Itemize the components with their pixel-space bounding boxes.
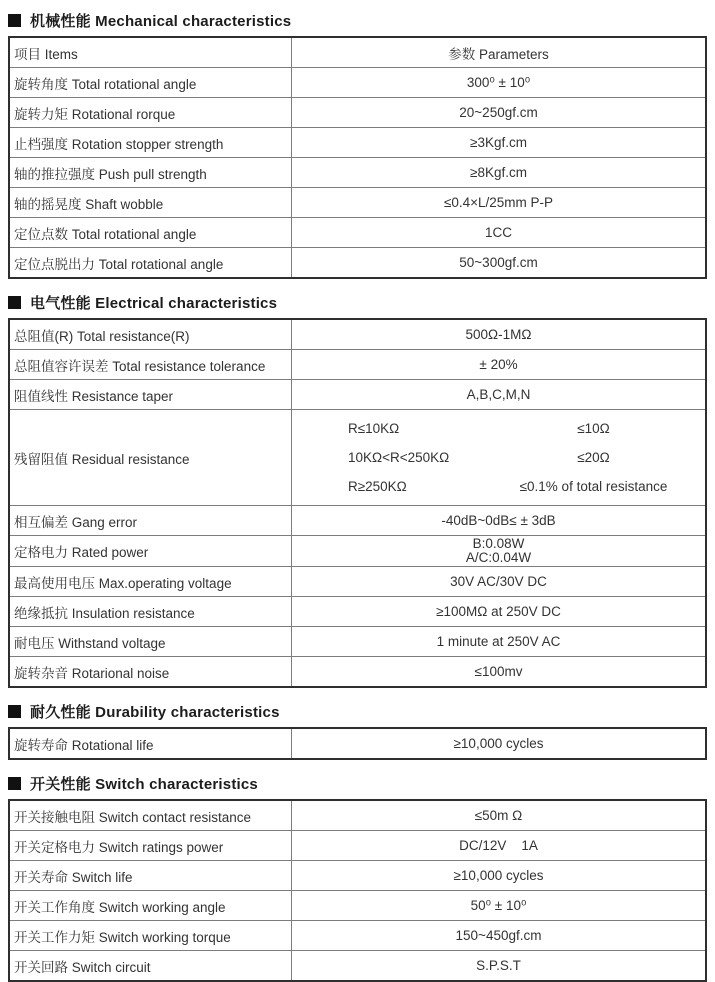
sub-condition: R≤10KΩ	[348, 421, 400, 436]
sub-value: ≤0.1% of total resistance	[519, 479, 668, 494]
row-label: 残留阻值 Residual resistance	[9, 410, 292, 506]
table-row	[9, 567, 706, 597]
row-value: 50~300gf.cm	[292, 248, 707, 279]
row-value: ± 20%	[292, 350, 707, 380]
table-row	[9, 188, 706, 218]
row-label: 绝缘抵抗 Insulation resistance	[9, 597, 292, 627]
table-row	[9, 800, 706, 831]
table-row	[9, 861, 706, 891]
row-value: S.P.S.T	[292, 951, 707, 982]
table-row	[9, 350, 706, 380]
table-row	[9, 410, 706, 506]
table-row	[9, 728, 706, 759]
spec-table-electrical	[8, 318, 707, 688]
row-label: 总阻值(R) Total resistance(R)	[9, 319, 292, 350]
spec-table-mechanical	[8, 36, 707, 279]
square-bullet-icon	[8, 705, 21, 718]
sub-row	[292, 443, 705, 472]
table-row	[9, 597, 706, 627]
row-value: 500Ω-1MΩ	[292, 319, 707, 350]
table-row	[9, 831, 706, 861]
section-title-mechanical: 机械性能 Mechanical characteristics	[30, 13, 292, 30]
row-label: 相互偏差 Gang error	[9, 506, 292, 536]
section-electrical	[8, 292, 707, 688]
table-row	[9, 37, 706, 68]
table-row	[9, 536, 706, 567]
row-label: 定位点数 Total rotational angle	[9, 218, 292, 248]
row-value-multi	[292, 410, 707, 506]
row-value: 50⁰ ± 10⁰	[292, 891, 707, 921]
section-title-switch: 开关性能 Switch characteristics	[30, 776, 258, 793]
sub-value: ≤20Ω	[577, 450, 610, 465]
row-value: ≥10,000 cycles	[292, 861, 707, 891]
row-value: ≥100MΩ at 250V DC	[292, 597, 707, 627]
row-label: 开关工作力矩 Switch working torque	[9, 921, 292, 951]
sub-value: ≤10Ω	[577, 421, 610, 436]
row-label: 轴的摇晃度 Shaft wobble	[9, 188, 292, 218]
row-label: 项目 Items	[9, 37, 292, 68]
square-bullet-icon	[8, 296, 21, 309]
section-title-durability: 耐久性能 Durability characteristics	[30, 704, 280, 721]
row-value: A,B,C,M,N	[292, 380, 707, 410]
section-header-mechanical	[8, 10, 707, 31]
table-row	[9, 248, 706, 279]
section-header-switch	[8, 773, 707, 794]
row-value: ≥8Kgf.cm	[292, 158, 707, 188]
row-value: 参数 Parameters	[292, 37, 707, 68]
section-switch	[8, 773, 707, 982]
square-bullet-icon	[8, 777, 21, 790]
row-value: ≤100mv	[292, 657, 707, 688]
value-line: A/C:0.04W	[465, 550, 532, 565]
spec-table-switch	[8, 799, 707, 982]
row-label: 旋转力矩 Rotational rorque	[9, 98, 292, 128]
table-row	[9, 98, 706, 128]
table-row	[9, 627, 706, 657]
table-row	[9, 921, 706, 951]
section-title-electrical: 电气性能 Electrical characteristics	[30, 295, 278, 312]
row-label: 轴的推拉强度 Push pull strength	[9, 158, 292, 188]
table-row	[9, 657, 706, 688]
sub-condition: 10KΩ<R<250KΩ	[348, 450, 450, 465]
row-value: ≥10,000 cycles	[292, 728, 707, 759]
sub-condition: R≥250KΩ	[348, 479, 407, 494]
row-label: 定格电力 Rated power	[9, 536, 292, 567]
table-row	[9, 951, 706, 982]
row-label: 旋转寿命 Rotational life	[9, 728, 292, 759]
section-mechanical	[8, 10, 707, 279]
row-label: 开关接触电阻 Switch contact resistance	[9, 800, 292, 831]
row-label: 定位点脱出力 Total rotational angle	[9, 248, 292, 279]
row-label: 开关工作角度 Switch working angle	[9, 891, 292, 921]
row-value: -40dB~0dB≤ ± 3dB	[292, 506, 707, 536]
row-value: 20~250gf.cm	[292, 98, 707, 128]
table-row	[9, 218, 706, 248]
row-value: 30V AC/30V DC	[292, 567, 707, 597]
row-label: 止档强度 Rotation stopper strength	[9, 128, 292, 158]
section-durability	[8, 701, 707, 760]
table-row	[9, 158, 706, 188]
spec-table-durability	[8, 727, 707, 760]
row-label: 旋转角度 Total rotational angle	[9, 68, 292, 98]
table-row	[9, 380, 706, 410]
section-header-electrical	[8, 292, 707, 313]
value-line: B:0.08W	[472, 536, 525, 551]
table-row	[9, 128, 706, 158]
row-value: 1 minute at 250V AC	[292, 627, 707, 657]
row-value: ≤0.4×L/25mm P-P	[292, 188, 707, 218]
sub-row	[292, 472, 705, 501]
row-value: 300⁰ ± 10⁰	[292, 68, 707, 98]
row-label: 阻值线性 Resistance taper	[9, 380, 292, 410]
row-label: 最高使用电压 Max.operating voltage	[9, 567, 292, 597]
row-label: 开关定格电力 Switch ratings power	[9, 831, 292, 861]
table-row	[9, 506, 706, 536]
table-row	[9, 68, 706, 98]
row-value: ≥3Kgf.cm	[292, 128, 707, 158]
row-label: 开关寿命 Switch life	[9, 861, 292, 891]
row-value: ≤50m Ω	[292, 800, 707, 831]
row-label: 耐电压 Withstand voltage	[9, 627, 292, 657]
spec-sections-container	[8, 10, 707, 982]
row-value	[292, 536, 707, 567]
sub-row	[292, 414, 705, 443]
row-value: 1CC	[292, 218, 707, 248]
row-label: 开关回路 Switch circuit	[9, 951, 292, 982]
row-label: 旋转杂音 Rotarional noise	[9, 657, 292, 688]
row-value: 150~450gf.cm	[292, 921, 707, 951]
square-bullet-icon	[8, 14, 21, 27]
table-row	[9, 319, 706, 350]
table-row	[9, 891, 706, 921]
section-header-durability	[8, 701, 707, 722]
row-label: 总阻值容许误差 Total resistance tolerance	[9, 350, 292, 380]
row-value: DC/12V 1A	[292, 831, 707, 861]
